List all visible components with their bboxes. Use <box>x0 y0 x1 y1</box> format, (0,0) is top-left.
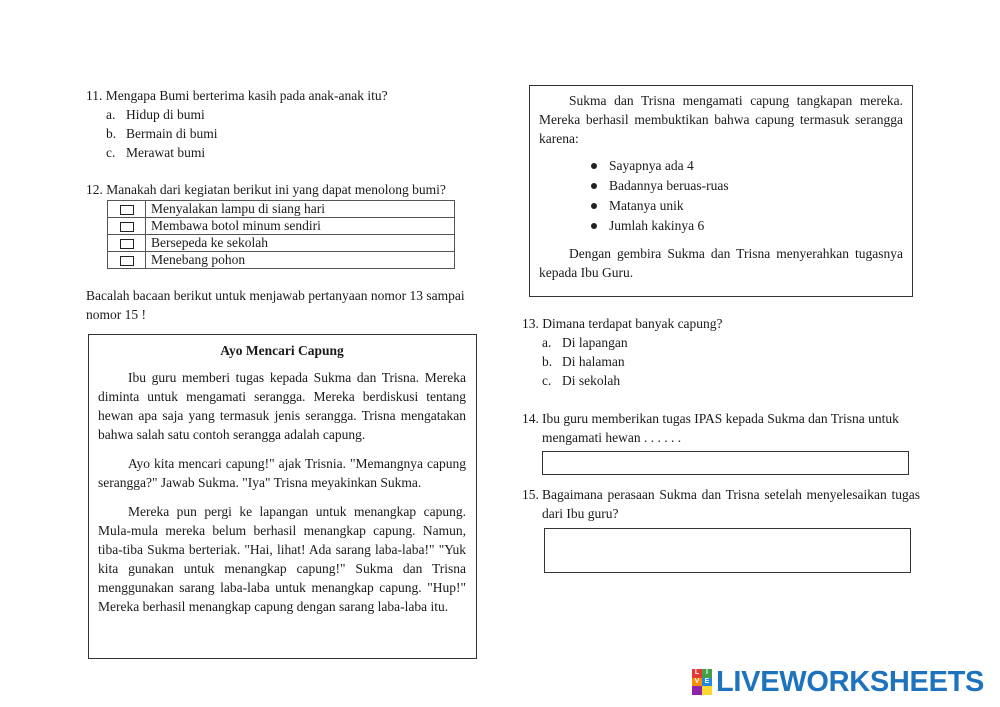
choice-row <box>108 201 455 218</box>
option-11a[interactable] <box>86 105 486 124</box>
logo-mark-icon <box>692 669 712 695</box>
trait-item <box>539 216 903 236</box>
choice-label: Bersepeda ke sekolah <box>146 235 455 252</box>
story-box <box>88 334 477 659</box>
choice-row <box>108 235 455 252</box>
bullet-icon <box>591 223 597 229</box>
trait-text: Sayapnya ada 4 <box>609 158 694 173</box>
option-letter: c. <box>106 145 116 160</box>
trait-text: Badannya beruas-ruas <box>609 178 729 193</box>
option-text: Di sekolah <box>562 373 621 388</box>
story-paragraph: Ibu guru memberi tugas kepada Sukma dan Trisna. Mereka diminta untuk mengamati serangga. Mereka berdiskusi tentang hewan apa saja yang termasuk jenis serangga. Trisna mengatakan bahwa salah satu contoh serangga adalah capung. <box>98 370 466 442</box>
bullet-icon <box>591 183 597 189</box>
option-letter: a. <box>542 335 552 350</box>
answer-14-input[interactable] <box>542 451 909 475</box>
logo-mark-cell <box>702 686 712 695</box>
brand-name: LIVEWORKSHEETS <box>716 666 985 698</box>
option-11c[interactable] <box>86 143 486 162</box>
choice-row <box>108 218 455 235</box>
logo-mark-cell <box>692 686 702 695</box>
question-14 <box>522 409 920 447</box>
trait-item <box>539 196 903 216</box>
bullet-icon <box>591 203 597 209</box>
story-continued-box <box>529 85 913 297</box>
question-13-options <box>522 333 922 390</box>
option-11b[interactable] <box>86 124 486 143</box>
checkbox-4[interactable] <box>120 256 134 266</box>
trait-text: Jumlah kakinya 6 <box>609 218 705 233</box>
question-13 <box>522 314 922 390</box>
question-13-text: 13. Dimana terdapat banyak capung? <box>522 316 723 331</box>
option-letter: a. <box>106 107 116 122</box>
liveworksheets-logo <box>692 667 984 697</box>
checkbox-3[interactable] <box>120 239 134 249</box>
option-letter: b. <box>106 126 117 141</box>
story-paragraph: Mereka pun pergi ke lapangan untuk menangkap capung. Mula-mula mereka belum berhasil menangkap capung. Namun, tiba-tiba Sukma berteriak. "Hai, lihat! Ada sarang laba-laba!" "Yuk kita gunakan untuk menangkap capung!" Sukma dan Trisna menggunakan sarang laba-laba untuk menangkap capung. "Hup!" Mereka berhasil menangkap capung dengan sarang laba-laba itu. <box>98 504 466 614</box>
choice-row <box>108 252 455 269</box>
option-text: Di lapangan <box>562 335 628 350</box>
option-13b[interactable] <box>522 352 922 371</box>
story-ending: Dengan gembira Sukma dan Trisna menyerahkan tugasnya kepada Ibu Guru. <box>539 246 903 280</box>
answer-15-input[interactable] <box>544 528 911 573</box>
option-text: Bermain di bumi <box>126 126 218 141</box>
reading-instruction: Bacalah bacaan berikut untuk menjawab pertanyaan nomor 13 sampai nomor 15 ! <box>86 288 465 322</box>
question-15 <box>522 485 920 523</box>
question-14-text: Ibu guru memberikan tugas IPAS kepada Sukma dan Trisna untuk mengamati hewan . . . . . . <box>542 411 899 445</box>
question-11-options <box>86 105 486 162</box>
logo-mark-cell: V <box>692 678 702 687</box>
insect-traits-list <box>539 156 903 236</box>
trait-item <box>539 176 903 196</box>
option-letter: b. <box>542 354 553 369</box>
logo-mark-cell: E <box>702 678 712 687</box>
choice-label: Membawa botol minum sendiri <box>146 218 455 235</box>
bullet-icon <box>591 163 597 169</box>
question-15-number: 15. <box>522 487 539 502</box>
choice-label: Menebang pohon <box>146 252 455 269</box>
trait-item <box>539 156 903 176</box>
option-13c[interactable] <box>522 371 922 390</box>
story-paragraph: Ayo kita mencari capung!" ajak Trisnia. "Memangnya capung serangga?" Jawab Sukma. "Iya" Trisna meyakinkan Sukma. <box>98 456 466 490</box>
logo-mark-cell: I <box>702 669 712 678</box>
logo-mark-cell: L <box>692 669 702 678</box>
question-12-choices <box>107 200 455 269</box>
question-15-text: Bagaimana perasaan Sukma dan Trisna setelah menyelesaikan tugas dari Ibu guru? <box>542 487 920 521</box>
story-continued-intro: Sukma dan Trisna mengamati capung tangkapan mereka. Mereka berhasil membuktikan bahwa capung termasuk serangga karena: <box>539 93 903 146</box>
option-text: Di halaman <box>562 354 625 369</box>
option-13a[interactable] <box>522 333 922 352</box>
choice-label: Menyalakan lampu di siang hari <box>146 201 455 218</box>
question-14-number: 14. <box>522 411 539 426</box>
story-title: Ayo Mencari Capung <box>220 343 344 358</box>
checkbox-2[interactable] <box>120 222 134 232</box>
option-letter: c. <box>542 373 552 388</box>
option-text: Hidup di bumi <box>126 107 205 122</box>
option-text: Merawat bumi <box>126 145 206 160</box>
trait-text: Matanya unik <box>609 198 684 213</box>
question-12-text: 12. Manakah dari kegiatan berikut ini yang dapat menolong bumi? <box>86 182 446 197</box>
checkbox-1[interactable] <box>120 205 134 215</box>
question-11 <box>86 86 486 162</box>
question-11-text: 11. Mengapa Bumi berterima kasih pada anak-anak itu? <box>86 88 388 103</box>
